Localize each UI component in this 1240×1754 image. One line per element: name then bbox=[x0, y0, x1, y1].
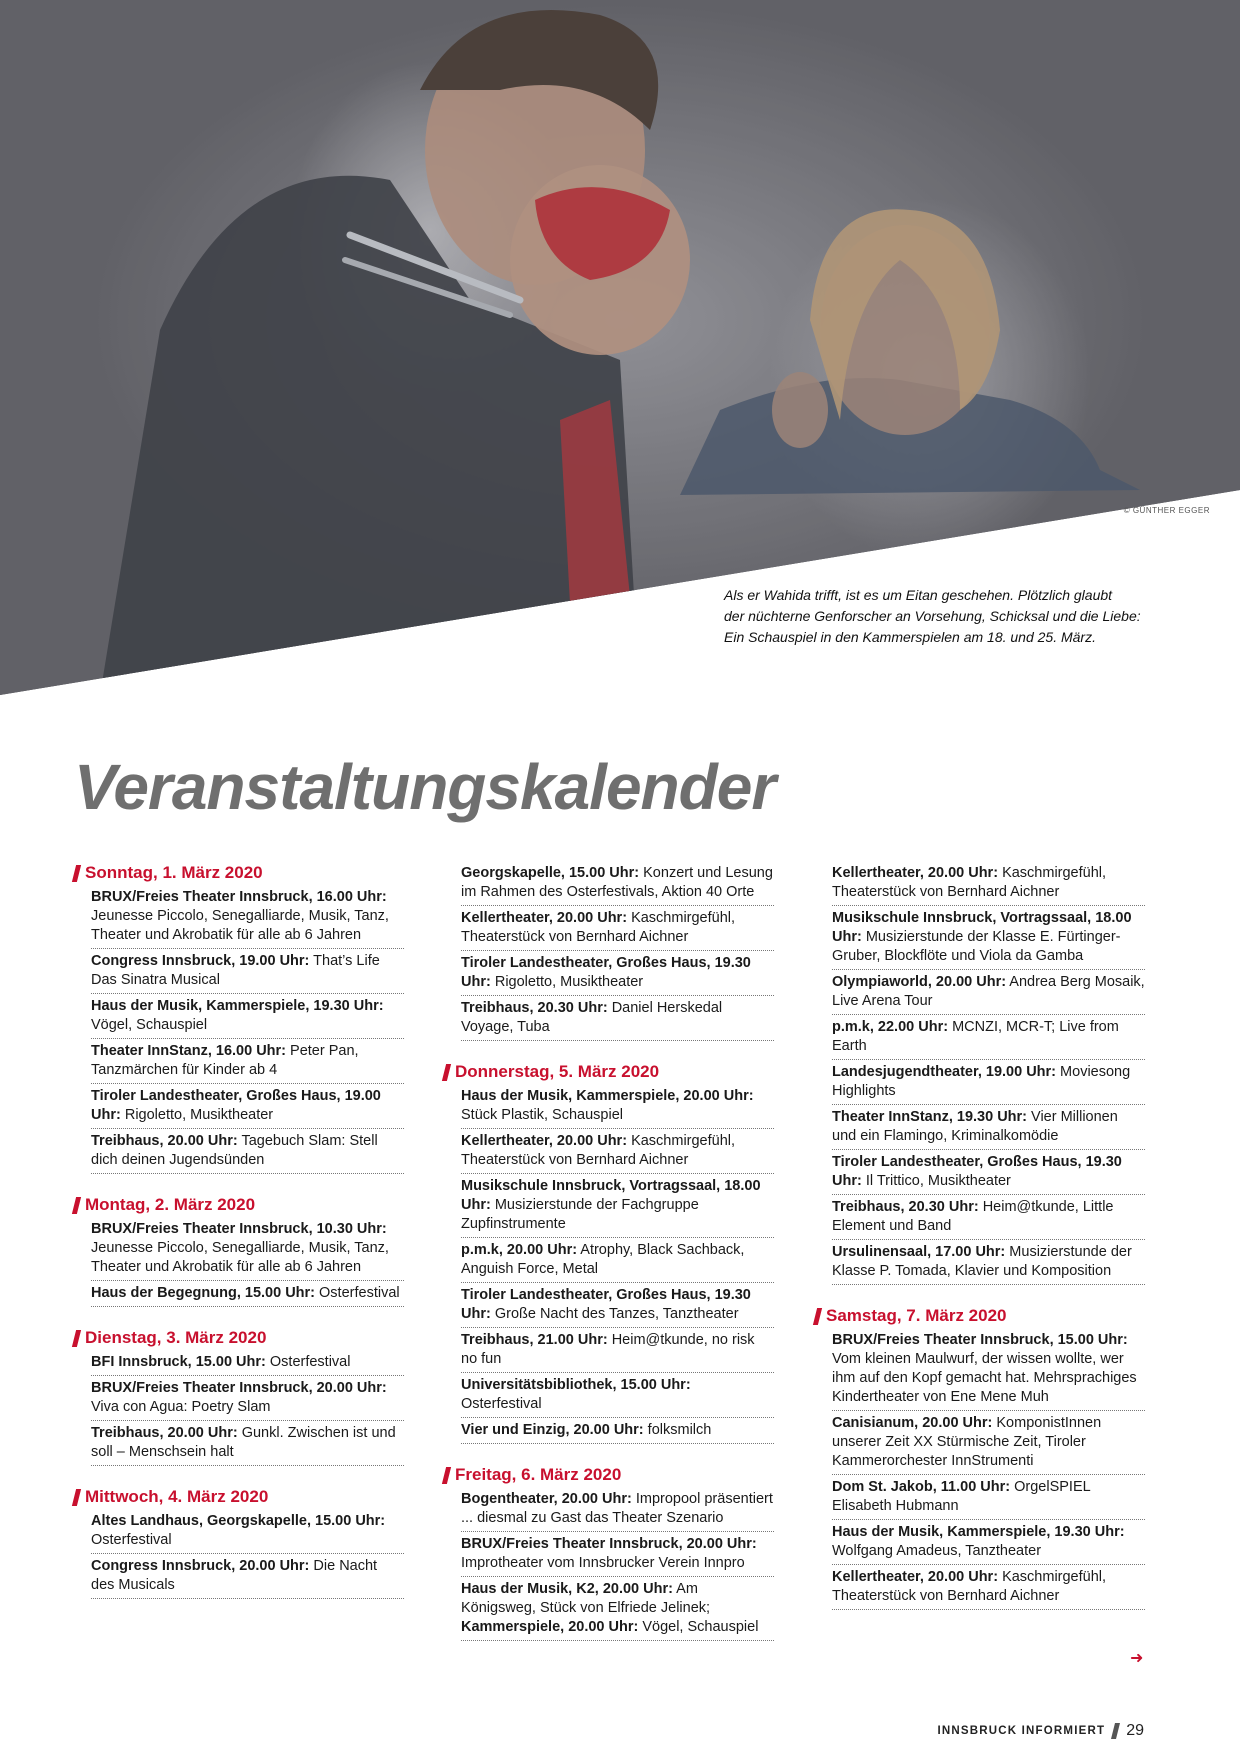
event-description: Improtheater vom Innsbrucker Verein Innpro bbox=[461, 1555, 745, 1571]
event-entry bbox=[832, 1241, 1145, 1285]
event-entry bbox=[461, 1419, 774, 1444]
calendar-day bbox=[444, 1464, 774, 1641]
event-venue-time: Kammerspiele, 20.00 Uhr: bbox=[461, 1619, 639, 1635]
event-venue-time: Haus der Musik, Kammerspiele, 19.30 Uhr: bbox=[91, 998, 384, 1014]
event-description: MCNZI, MCR-T; Live from Earth bbox=[832, 1019, 1119, 1054]
event-list bbox=[74, 1351, 404, 1466]
event-entry bbox=[461, 997, 774, 1041]
event-description: Osterfestival bbox=[269, 1354, 351, 1370]
page-footer bbox=[937, 1722, 1144, 1740]
event-description: Daniel Herskedal Voyage, Tuba bbox=[461, 1000, 723, 1035]
event-venue-time: Altes Landhaus, Georgskapelle, 15.00 Uhr: bbox=[91, 1513, 386, 1529]
event-description: Il Trittico, Musiktheater bbox=[865, 1173, 1011, 1189]
day-heading bbox=[74, 1327, 404, 1349]
event-entry bbox=[91, 1377, 404, 1421]
event-list bbox=[444, 862, 774, 1041]
event-entry bbox=[461, 1239, 774, 1283]
caption-line: Als er Wahida trifft, ist es um Eitan geschehen. Plötzlich glaubt bbox=[724, 587, 1113, 603]
event-venue-time: Tiroler Landestheater, Großes Haus, 19.30 Uhr: bbox=[461, 955, 751, 990]
event-description: Stück Plastik, Schauspiel bbox=[461, 1107, 623, 1123]
event-venue-time: Congress Innsbruck, 19.00 Uhr: bbox=[91, 953, 310, 969]
event-entry bbox=[832, 907, 1145, 970]
day-heading-label: Freitag, 6. März 2020 bbox=[455, 1465, 622, 1484]
event-description: Vögel, Schauspiel bbox=[642, 1619, 759, 1635]
event-venue-time: Landesjugendtheater, 19.00 Uhr: bbox=[832, 1064, 1057, 1080]
event-venue-time: BRUX/Freies Theater Innsbruck, 16.00 Uhr: bbox=[91, 889, 387, 905]
calendar-day bbox=[815, 862, 1145, 1285]
event-description: KomponistInnen unserer Zeit XX Stürmische Zeit, Tiroler Kammerorchester InnStrumenti bbox=[832, 1415, 1102, 1469]
event-entry bbox=[91, 1351, 404, 1376]
day-marker-icon bbox=[813, 1308, 822, 1325]
event-entry bbox=[91, 1085, 404, 1129]
event-venue-time: Olympiaworld, 20.00 Uhr: bbox=[832, 974, 1007, 990]
event-list bbox=[74, 1510, 404, 1599]
day-heading bbox=[74, 1486, 404, 1508]
event-entry bbox=[832, 1329, 1145, 1411]
event-venue-time: BRUX/Freies Theater Innsbruck, 15.00 Uhr: bbox=[832, 1332, 1128, 1348]
event-entry bbox=[461, 1578, 774, 1641]
caption-line: der nüchterne Genforscher an Vorsehung, Schicksal und die Liebe: bbox=[724, 608, 1141, 624]
event-entry bbox=[832, 1521, 1145, 1565]
next-page-arrow-icon[interactable]: ➜ bbox=[1130, 1650, 1144, 1667]
event-description: folksmilch bbox=[647, 1422, 712, 1438]
event-venue-time: Kellertheater, 20.00 Uhr: bbox=[832, 865, 999, 881]
event-venue-time: Treibhaus, 20.30 Uhr: bbox=[461, 1000, 608, 1016]
event-description: Wolfgang Amadeus, Tanztheater bbox=[832, 1543, 1042, 1559]
footer-separator bbox=[1111, 1723, 1120, 1739]
event-venue-time: BRUX/Freies Theater Innsbruck, 10.30 Uhr: bbox=[91, 1221, 387, 1237]
event-description: That’s Life Das Sinatra Musical bbox=[91, 953, 380, 988]
calendar-column-2 bbox=[444, 862, 774, 1661]
event-venue-time: Haus der Musik, K2, 20.00 Uhr: bbox=[461, 1581, 673, 1597]
calendar-column-3 bbox=[815, 862, 1145, 1630]
event-venue-time: Treibhaus, 20.00 Uhr: bbox=[91, 1133, 238, 1149]
day-heading-label: Montag, 2. März 2020 bbox=[85, 1195, 256, 1214]
event-entry bbox=[461, 1130, 774, 1174]
event-entry bbox=[461, 907, 774, 951]
event-venue-time: Kellertheater, 20.00 Uhr: bbox=[832, 1569, 999, 1585]
event-description: Vögel, Schauspiel bbox=[91, 1017, 208, 1033]
event-description: Atrophy, Black Sachback, Anguish Force, Metal bbox=[461, 1242, 745, 1277]
event-description: Musizierstunde der Klasse P. Tomada, Klavier und Komposition bbox=[832, 1244, 1132, 1279]
event-entry bbox=[832, 1151, 1145, 1195]
event-description: Große Nacht des Tanzes, Tanztheater bbox=[494, 1306, 739, 1322]
event-description: Osterfestival bbox=[319, 1285, 400, 1301]
day-marker-icon bbox=[72, 1197, 81, 1214]
day-heading-label: Mittwoch, 4. März 2020 bbox=[85, 1487, 269, 1506]
event-entry bbox=[461, 862, 774, 906]
day-heading bbox=[444, 1464, 774, 1486]
event-venue-time: Theater InnStanz, 19.30 Uhr: bbox=[832, 1109, 1027, 1125]
day-heading bbox=[815, 1305, 1145, 1327]
event-entry bbox=[91, 1510, 404, 1554]
day-marker-icon bbox=[72, 1330, 81, 1347]
day-heading-label: Dienstag, 3. März 2020 bbox=[85, 1328, 267, 1347]
calendar-day bbox=[74, 1327, 404, 1466]
event-description: Rigoletto, Musiktheater bbox=[494, 974, 644, 990]
day-heading bbox=[74, 1194, 404, 1216]
photo-caption bbox=[724, 585, 1194, 648]
event-description: Die Nacht des Musicals bbox=[91, 1558, 378, 1593]
event-venue-time: Haus der Begegnung, 15.00 Uhr: bbox=[91, 1285, 315, 1301]
event-description: Musizierstunde der Klasse E. Fürtinger-Gruber, Blockflöte und Viola da Gamba bbox=[832, 929, 1121, 964]
event-venue-time: Dom St. Jakob, 11.00 Uhr: bbox=[832, 1479, 1011, 1495]
event-venue-time: Haus der Musik, Kammerspiele, 19.30 Uhr: bbox=[832, 1524, 1125, 1540]
event-description: Tagebuch Slam: Stell dich deinen Jugendsünden bbox=[91, 1133, 378, 1168]
page-number: 29 bbox=[1126, 1722, 1144, 1739]
event-entry bbox=[91, 950, 404, 994]
event-venue-time: Musikschule Innsbruck, Vortragssaal, 18.00 Uhr: bbox=[461, 1178, 761, 1213]
day-marker-icon bbox=[72, 1489, 81, 1506]
event-list bbox=[74, 886, 404, 1174]
event-entry bbox=[461, 1284, 774, 1328]
page-title: Veranstaltungskalender bbox=[74, 751, 776, 823]
event-venue-time: Congress Innsbruck, 20.00 Uhr: bbox=[91, 1558, 310, 1574]
event-venue-time: Tiroler Landestheater, Großes Haus, 19.00 Uhr: bbox=[91, 1088, 381, 1123]
event-description: Impropool präsentiert ... diesmal zu Gast das Theater Szenario bbox=[461, 1491, 773, 1526]
day-heading-label: Sonntag, 1. März 2020 bbox=[85, 863, 263, 882]
event-entry bbox=[91, 995, 404, 1039]
event-venue-time: Theater InnStanz, 16.00 Uhr: bbox=[91, 1043, 286, 1059]
event-description: Rigoletto, Musiktheater bbox=[124, 1107, 274, 1123]
event-entry bbox=[91, 1040, 404, 1084]
event-venue-time: Canisianum, 20.00 Uhr: bbox=[832, 1415, 993, 1431]
event-venue-time: BRUX/Freies Theater Innsbruck, 20.00 Uhr: bbox=[91, 1380, 387, 1396]
day-heading bbox=[74, 862, 404, 884]
calendar-day bbox=[74, 1194, 404, 1307]
event-entry bbox=[461, 1488, 774, 1532]
event-venue-time: Tiroler Landestheater, Großes Haus, 19.30 Uhr: bbox=[832, 1154, 1122, 1189]
calendar-column-1 bbox=[74, 862, 404, 1619]
event-description: Kaschmirgefühl, Theaterstück von Bernhard Aichner bbox=[832, 1569, 1107, 1604]
event-description: Heim@tkunde, no risk no fun bbox=[461, 1332, 755, 1367]
calendar-day bbox=[444, 862, 774, 1041]
event-venue-time: Haus der Musik, Kammerspiele, 20.00 Uhr: bbox=[461, 1088, 754, 1104]
event-list bbox=[444, 1085, 774, 1444]
event-venue-time: Musikschule Innsbruck, Vortragssaal, 18.00 Uhr: bbox=[832, 910, 1132, 945]
event-venue-time: BRUX/Freies Theater Innsbruck, 20.00 Uhr: bbox=[461, 1536, 757, 1552]
event-venue-time: Tiroler Landestheater, Großes Haus, 19.30 Uhr: bbox=[461, 1287, 751, 1322]
event-entry bbox=[832, 1016, 1145, 1060]
caption-line: Ein Schauspiel in den Kammerspielen am 18. und 25. März. bbox=[724, 629, 1096, 645]
event-description: Kaschmirgefühl, Theaterstück von Bernhard Aichner bbox=[832, 865, 1107, 900]
event-venue-time: BFI Innsbruck, 15.00 Uhr: bbox=[91, 1354, 266, 1370]
event-description: OrgelSPIEL Elisabeth Hubmann bbox=[832, 1479, 1091, 1514]
event-venue-time: p.m.k, 20.00 Uhr: bbox=[461, 1242, 578, 1258]
event-description: Osterfestival bbox=[91, 1532, 172, 1548]
event-description: Andrea Berg Mosaik, Live Arena Tour bbox=[832, 974, 1145, 1009]
event-venue-time: Universitätsbibliothek, 15.00 Uhr: bbox=[461, 1377, 691, 1393]
calendar-day bbox=[74, 862, 404, 1174]
event-description: Vom kleinen Maulwurf, der wissen wollte, wer ihm auf den Kopf gemacht hat. Mehrsprachiges Kindertheater von Ene Mene Muh bbox=[832, 1351, 1137, 1405]
event-entry bbox=[832, 1106, 1145, 1150]
event-entry bbox=[461, 1329, 774, 1373]
event-venue-time: Treibhaus, 21.00 Uhr: bbox=[461, 1332, 608, 1348]
event-venue-time: Vier und Einzig, 20.00 Uhr: bbox=[461, 1422, 644, 1438]
event-entry bbox=[461, 1374, 774, 1418]
day-heading-label: Donnerstag, 5. März 2020 bbox=[455, 1062, 660, 1081]
day-heading-label: Samstag, 7. März 2020 bbox=[826, 1306, 1007, 1325]
event-venue-time: Kellertheater, 20.00 Uhr: bbox=[461, 1133, 628, 1149]
event-entry bbox=[91, 886, 404, 949]
event-venue-time: Treibhaus, 20.30 Uhr: bbox=[832, 1199, 979, 1215]
day-marker-icon bbox=[442, 1064, 451, 1081]
event-entry bbox=[832, 1476, 1145, 1520]
event-entry bbox=[461, 952, 774, 996]
event-entry bbox=[832, 1412, 1145, 1475]
event-description: Jeunesse Piccolo, Senegalliarde, Musik, Tanz, Theater und Akrobatik für alle ab 6 Jahren bbox=[91, 908, 389, 943]
event-entry bbox=[461, 1175, 774, 1238]
event-description: Am Königsweg, Stück von Elfriede Jelinek; bbox=[461, 1581, 711, 1616]
event-entry bbox=[91, 1422, 404, 1466]
calendar-day bbox=[74, 1486, 404, 1599]
event-description: Viva con Agua: Poetry Slam bbox=[91, 1399, 271, 1415]
event-entry bbox=[832, 1061, 1145, 1105]
event-entry bbox=[91, 1555, 404, 1599]
event-description: Heim@tkunde, Little Element und Band bbox=[832, 1199, 1114, 1234]
event-venue-time: Kellertheater, 20.00 Uhr: bbox=[461, 910, 628, 926]
event-description: Osterfestival bbox=[461, 1396, 542, 1412]
day-marker-icon bbox=[442, 1467, 451, 1484]
event-list bbox=[815, 862, 1145, 1285]
calendar-day bbox=[444, 1061, 774, 1444]
event-entry bbox=[91, 1218, 404, 1281]
event-entry bbox=[461, 1085, 774, 1129]
publication-name: INNSBRUCK INFORMIERT bbox=[937, 1725, 1106, 1737]
event-description: Kaschmirgefühl, Theaterstück von Bernhard Aichner bbox=[461, 1133, 736, 1168]
event-description: Musizierstunde der Fachgruppe Zupfinstrumente bbox=[461, 1197, 699, 1232]
event-entry bbox=[91, 1130, 404, 1174]
event-description: Moviesong Highlights bbox=[832, 1064, 1131, 1099]
event-list bbox=[444, 1488, 774, 1641]
event-venue-time: p.m.k, 22.00 Uhr: bbox=[832, 1019, 949, 1035]
event-description: Peter Pan, Tanzmärchen für Kinder ab 4 bbox=[91, 1043, 359, 1078]
event-entry bbox=[832, 971, 1145, 1015]
photo-credit: © GÜNTHER EGGER bbox=[1123, 506, 1210, 515]
event-description: Kaschmirgefühl, Theaterstück von Bernhard Aichner bbox=[461, 910, 736, 945]
event-entry bbox=[91, 1282, 404, 1307]
calendar-day bbox=[815, 1305, 1145, 1610]
event-venue-time: Ursulinensaal, 17.00 Uhr: bbox=[832, 1244, 1006, 1260]
event-list bbox=[74, 1218, 404, 1307]
event-description: Vier Millionen und ein Flamingo, Kriminalkomödie bbox=[832, 1109, 1118, 1144]
event-description: Gunkl. Zwischen ist und soll – Menschsein halt bbox=[91, 1425, 396, 1460]
day-marker-icon bbox=[72, 865, 81, 882]
day-heading bbox=[444, 1061, 774, 1083]
event-venue-time: Bogentheater, 20.00 Uhr: bbox=[461, 1491, 632, 1507]
event-entry bbox=[461, 1533, 774, 1577]
event-description: Jeunesse Piccolo, Senegalliarde, Musik, Tanz, Theater und Akrobatik für alle ab 6 Jahren bbox=[91, 1240, 389, 1275]
event-venue-time: Georgskapelle, 15.00 Uhr: bbox=[461, 865, 640, 881]
event-venue-time: Treibhaus, 20.00 Uhr: bbox=[91, 1425, 238, 1441]
event-entry bbox=[832, 1566, 1145, 1610]
event-description: Konzert und Lesung im Rahmen des Osterfestivals, Aktion 40 Orte bbox=[461, 865, 773, 900]
event-entry bbox=[832, 862, 1145, 906]
event-entry bbox=[832, 1196, 1145, 1240]
event-list bbox=[815, 1329, 1145, 1610]
